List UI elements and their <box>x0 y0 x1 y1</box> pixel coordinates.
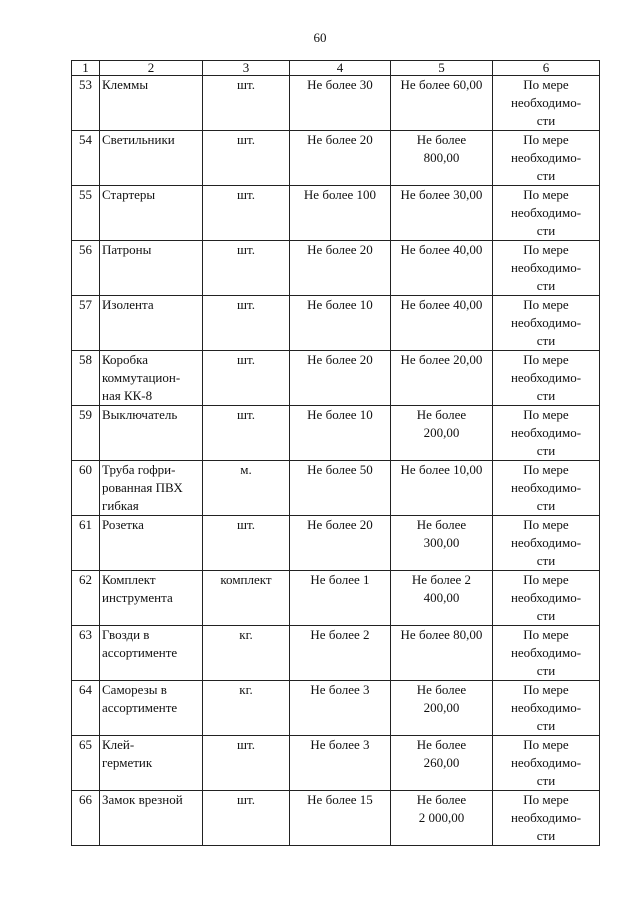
quantity-cell: Не более 1 <box>290 571 391 626</box>
item-name: Клей- герметик <box>100 736 203 791</box>
table-row <box>72 791 600 846</box>
price-cell: Не более 40,00 <box>391 296 493 351</box>
quantity-cell: Не более 10 <box>290 296 391 351</box>
quantity-cell: Не более 15 <box>290 791 391 846</box>
items-table <box>71 60 600 846</box>
row-number: 62 <box>72 571 100 626</box>
header-col-1: 1 <box>72 61 100 76</box>
quantity-cell: Не более 20 <box>290 131 391 186</box>
table-row <box>72 516 600 571</box>
term-cell: По мере необходимо- сти <box>493 626 600 681</box>
item-name: Гвозди в ассортименте <box>100 626 203 681</box>
row-number: 64 <box>72 681 100 736</box>
unit-cell: шт. <box>203 791 290 846</box>
item-name: Клеммы <box>100 76 203 131</box>
unit-cell: шт. <box>203 516 290 571</box>
header-col-5: 5 <box>391 61 493 76</box>
items-table-body <box>72 61 600 846</box>
term-cell: По мере необходимо- сти <box>493 186 600 241</box>
unit-cell: м. <box>203 461 290 516</box>
table-header-row <box>72 61 600 76</box>
price-cell: Не более 30,00 <box>391 186 493 241</box>
term-cell: По мере необходимо- сти <box>493 351 600 406</box>
term-cell: По мере необходимо- сти <box>493 131 600 186</box>
quantity-cell: Не более 20 <box>290 516 391 571</box>
table-row <box>72 131 600 186</box>
unit-cell: шт. <box>203 351 290 406</box>
price-cell: Не более 80,00 <box>391 626 493 681</box>
quantity-cell: Не более 30 <box>290 76 391 131</box>
price-cell: Не более 800,00 <box>391 131 493 186</box>
item-name: Выключатель <box>100 406 203 461</box>
table-row <box>72 351 600 406</box>
unit-cell: шт. <box>203 296 290 351</box>
page-number: 60 <box>313 30 327 45</box>
unit-cell: шт. <box>203 131 290 186</box>
price-cell: Не более 20,00 <box>391 351 493 406</box>
table-row <box>72 571 600 626</box>
row-number: 56 <box>72 241 100 296</box>
table-row <box>72 186 600 241</box>
unit-cell: кг. <box>203 681 290 736</box>
unit-cell: комплект <box>203 571 290 626</box>
table-row <box>72 406 600 461</box>
row-number: 61 <box>72 516 100 571</box>
unit-cell: шт. <box>203 736 290 791</box>
header-col-6: 6 <box>493 61 600 76</box>
price-cell: Не более 2 400,00 <box>391 571 493 626</box>
header-col-2: 2 <box>100 61 203 76</box>
term-cell: По мере необходимо- сти <box>493 516 600 571</box>
unit-cell: шт. <box>203 406 290 461</box>
term-cell: По мере необходимо- сти <box>493 296 600 351</box>
term-cell: По мере необходимо- сти <box>493 76 600 131</box>
quantity-cell: Не более 3 <box>290 736 391 791</box>
price-cell: Не более 40,00 <box>391 241 493 296</box>
price-cell: Не более 260,00 <box>391 736 493 791</box>
row-number: 57 <box>72 296 100 351</box>
item-name: Светильники <box>100 131 203 186</box>
row-number: 60 <box>72 461 100 516</box>
item-name: Розетка <box>100 516 203 571</box>
quantity-cell: Не более 10 <box>290 406 391 461</box>
table-row <box>72 241 600 296</box>
item-name: Замок врезной <box>100 791 203 846</box>
quantity-cell: Не более 3 <box>290 681 391 736</box>
table-row <box>72 681 600 736</box>
term-cell: По мере необходимо- сти <box>493 571 600 626</box>
item-name: Изолента <box>100 296 203 351</box>
header-col-4: 4 <box>290 61 391 76</box>
unit-cell: кг. <box>203 626 290 681</box>
table-row <box>72 736 600 791</box>
unit-cell: шт. <box>203 76 290 131</box>
table-row <box>72 461 600 516</box>
term-cell: По мере необходимо- сти <box>493 791 600 846</box>
row-number: 65 <box>72 736 100 791</box>
item-name: Саморезы в ассортименте <box>100 681 203 736</box>
price-cell: Не более 300,00 <box>391 516 493 571</box>
term-cell: По мере необходимо- сти <box>493 406 600 461</box>
price-cell: Не более 60,00 <box>391 76 493 131</box>
quantity-cell: Не более 20 <box>290 351 391 406</box>
item-name: Стартеры <box>100 186 203 241</box>
price-cell: Не более 200,00 <box>391 406 493 461</box>
price-cell: Не более 200,00 <box>391 681 493 736</box>
row-number: 59 <box>72 406 100 461</box>
term-cell: По мере необходимо- сти <box>493 736 600 791</box>
quantity-cell: Не более 50 <box>290 461 391 516</box>
price-cell: Не более 10,00 <box>391 461 493 516</box>
row-number: 63 <box>72 626 100 681</box>
term-cell: По мере необходимо- сти <box>493 241 600 296</box>
row-number: 53 <box>72 76 100 131</box>
table-row <box>72 296 600 351</box>
item-name: Коробка коммутацион- ная КК-8 <box>100 351 203 406</box>
item-name: Труба гофри- рованная ПВХ гибкая <box>100 461 203 516</box>
item-name: Комплект инструмента <box>100 571 203 626</box>
item-name: Патроны <box>100 241 203 296</box>
quantity-cell: Не более 20 <box>290 241 391 296</box>
header-col-3: 3 <box>203 61 290 76</box>
quantity-cell: Не более 2 <box>290 626 391 681</box>
unit-cell: шт. <box>203 241 290 296</box>
table-row <box>72 76 600 131</box>
unit-cell: шт. <box>203 186 290 241</box>
price-cell: Не более 2 000,00 <box>391 791 493 846</box>
row-number: 54 <box>72 131 100 186</box>
row-number: 55 <box>72 186 100 241</box>
row-number: 58 <box>72 351 100 406</box>
row-number: 66 <box>72 791 100 846</box>
term-cell: По мере необходимо- сти <box>493 681 600 736</box>
table-row <box>72 626 600 681</box>
term-cell: По мере необходимо- сти <box>493 461 600 516</box>
quantity-cell: Не более 100 <box>290 186 391 241</box>
